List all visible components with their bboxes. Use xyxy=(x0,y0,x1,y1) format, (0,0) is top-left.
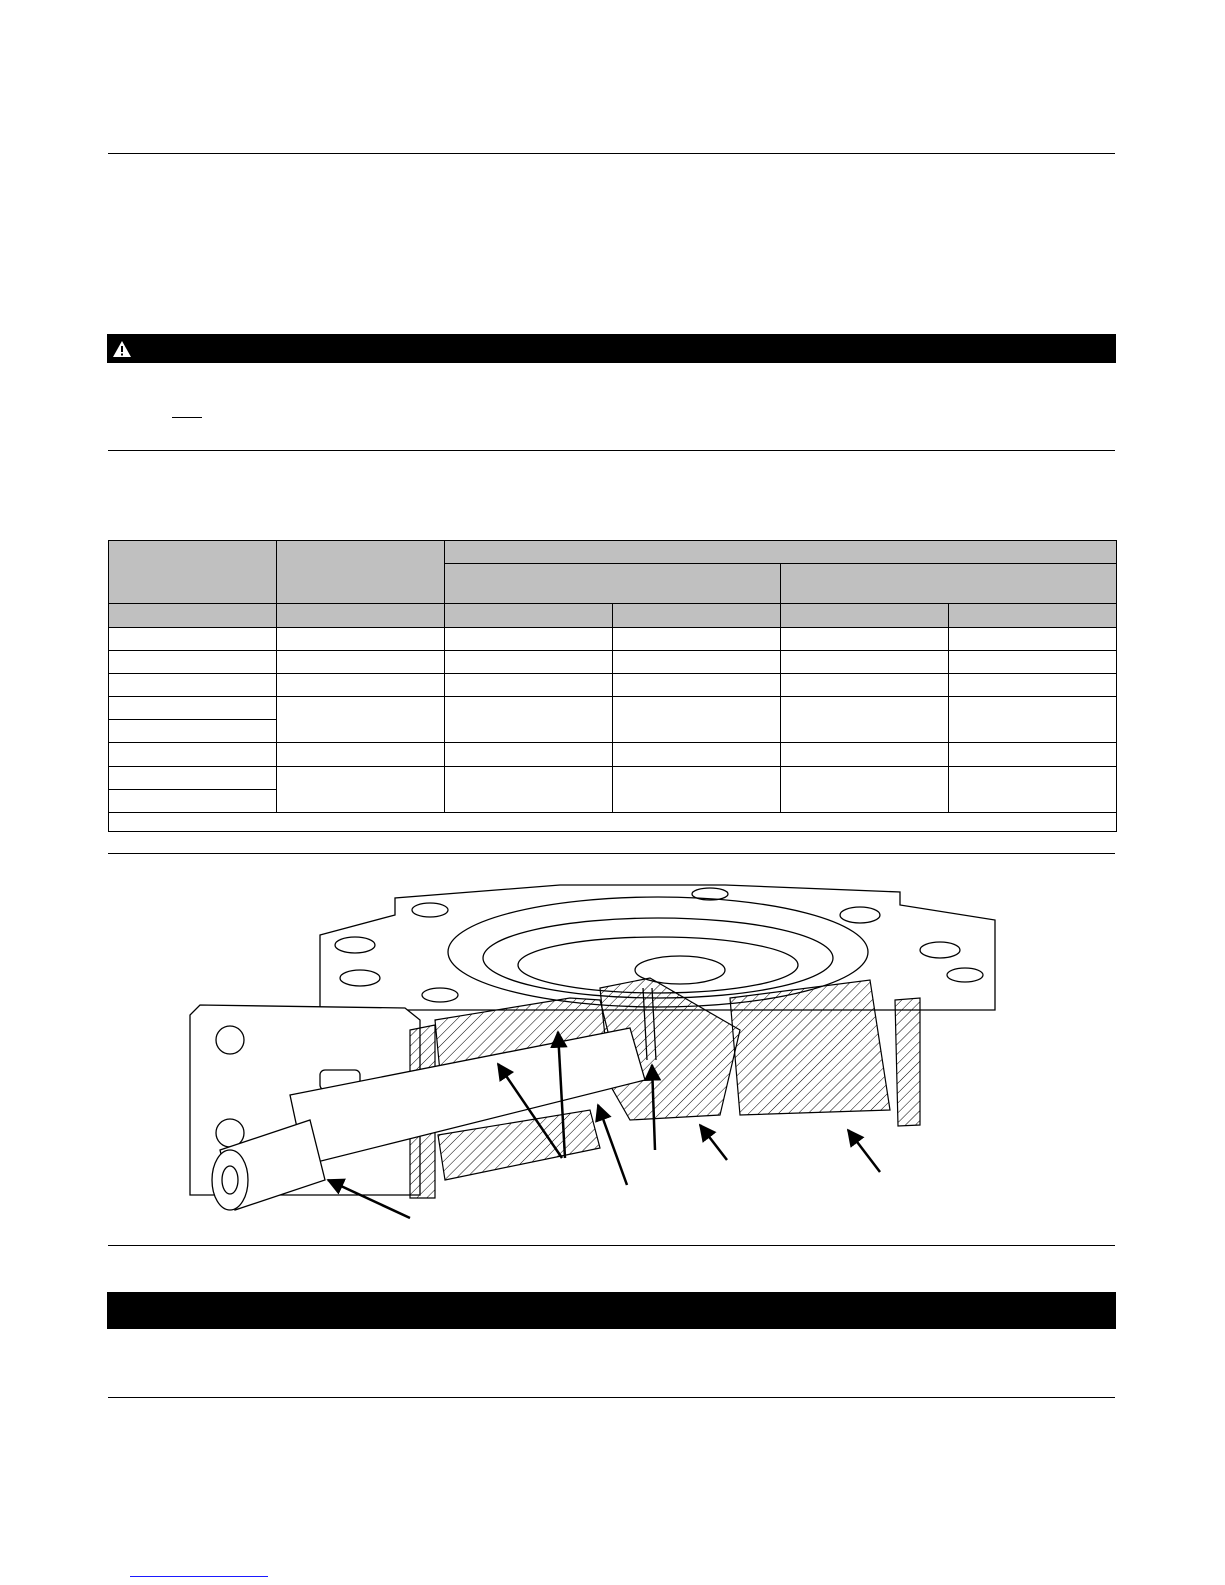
table-cell xyxy=(277,743,445,766)
table-cell xyxy=(781,743,949,766)
table-cell xyxy=(277,673,445,696)
warning-divider xyxy=(108,450,1115,451)
table-cell xyxy=(277,766,445,812)
table-cell xyxy=(277,650,445,673)
table-header-cell xyxy=(109,604,277,627)
table-footnote xyxy=(109,812,1117,831)
table-cell xyxy=(613,627,781,650)
table-cell xyxy=(109,789,277,812)
table-cell xyxy=(613,766,781,812)
table-cell xyxy=(613,650,781,673)
table-cell xyxy=(445,697,613,743)
table-cell xyxy=(109,673,277,696)
table-cell xyxy=(445,743,613,766)
table-footnote-row xyxy=(109,812,1117,831)
table-row xyxy=(109,650,1117,673)
table-cell xyxy=(949,673,1117,696)
table-header-cell xyxy=(781,604,949,627)
table-cell xyxy=(949,743,1117,766)
table-header-cell xyxy=(277,604,445,627)
table-header-cell xyxy=(445,541,1117,564)
table-cell xyxy=(445,673,613,696)
figure-divider xyxy=(108,1245,1115,1246)
table-header-cell xyxy=(949,604,1117,627)
table-cell xyxy=(781,766,949,812)
warning-banner xyxy=(107,334,1116,363)
table-cell xyxy=(949,650,1117,673)
table-cell xyxy=(781,650,949,673)
table-divider xyxy=(108,853,1115,854)
table-header-cell xyxy=(445,564,781,604)
warning-triangle-icon xyxy=(112,340,132,358)
table-cell xyxy=(109,697,277,720)
table-cell xyxy=(949,766,1117,812)
table-cell xyxy=(445,766,613,812)
table-cell xyxy=(781,627,949,650)
table-header-cell xyxy=(613,604,781,627)
table-cell xyxy=(109,650,277,673)
table-row xyxy=(109,697,1117,720)
inline-link-underline[interactable] xyxy=(172,417,202,418)
notice-banner xyxy=(107,1292,1116,1329)
top-divider xyxy=(108,153,1115,154)
table-header-cell xyxy=(109,541,277,604)
table-cell xyxy=(781,673,949,696)
notice-divider xyxy=(108,1397,1115,1398)
table-header-cell xyxy=(445,604,613,627)
spec-table xyxy=(108,540,1117,832)
table-cell xyxy=(109,720,277,743)
table-cell xyxy=(613,743,781,766)
table-header-cell xyxy=(277,541,445,604)
table-cell xyxy=(277,627,445,650)
table-cell xyxy=(109,766,277,789)
table-cell xyxy=(277,697,445,743)
table-row xyxy=(109,743,1117,766)
table-cell xyxy=(445,650,613,673)
table-cell xyxy=(109,627,277,650)
cutaway-figure xyxy=(180,880,1020,1230)
table-row xyxy=(109,766,1117,789)
footer-link[interactable] xyxy=(130,1576,268,1577)
table-cell xyxy=(949,627,1117,650)
table-header-cell xyxy=(781,564,1117,604)
table-cell xyxy=(949,697,1117,743)
table-cell xyxy=(445,627,613,650)
table-cell xyxy=(781,697,949,743)
table-cell xyxy=(613,697,781,743)
table-row xyxy=(109,627,1117,650)
table-cell xyxy=(613,673,781,696)
table-cell xyxy=(109,743,277,766)
table-row xyxy=(109,673,1117,696)
